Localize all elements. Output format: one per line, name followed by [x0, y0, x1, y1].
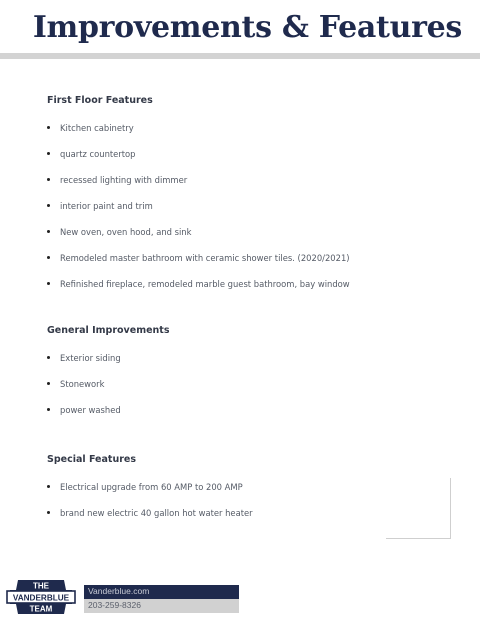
- list-item-text: recessed lighting with dimmer: [60, 175, 188, 185]
- list-item-text: Remodeled master bathroom with ceramic shower tiles. (2020/2021): [60, 253, 350, 263]
- footer-phone-band: [84, 599, 239, 613]
- footer-phone[interactable]: 203-259-8326: [88, 600, 141, 610]
- logo-text-team: TEAM: [29, 604, 53, 614]
- list-item-text: Exterior siding: [60, 353, 121, 363]
- list-item-text: power washed: [60, 405, 121, 415]
- bullet-icon: [47, 382, 50, 385]
- list-item-text: Electrical upgrade from 60 AMP to 200 AMP: [60, 482, 243, 492]
- feature-list: [47, 122, 350, 304]
- bullet-icon: [47, 126, 50, 129]
- bullet-icon: [47, 178, 50, 181]
- list-item: [47, 278, 350, 304]
- list-item-text: New oven, oven hood, and sink: [60, 227, 192, 237]
- corner-mark-horizontal: [386, 538, 451, 539]
- list-item: [47, 252, 350, 278]
- list-item-text: interior paint and trim: [60, 201, 153, 211]
- bullet-icon: [47, 408, 50, 411]
- title-underline-bar: [0, 53, 480, 59]
- section-heading: Special Features: [47, 454, 136, 465]
- list-item-text: Stonework: [60, 379, 105, 389]
- list-item: [47, 122, 350, 148]
- list-item: [47, 481, 253, 507]
- vanderblue-team-logo: [4, 578, 78, 616]
- logo-text-vanderblue: VANDERBLUE: [12, 593, 70, 603]
- section-heading: General Improvements: [47, 325, 170, 336]
- feature-list: [47, 352, 170, 430]
- list-item: [47, 174, 350, 200]
- list-item: [47, 200, 350, 226]
- list-item: [47, 507, 253, 533]
- bullet-icon: [47, 356, 50, 359]
- list-item-text: Refinished fireplace, remodeled marble guest bathroom, bay window: [60, 279, 350, 289]
- feature-list: [47, 481, 253, 533]
- bullet-icon: [47, 230, 50, 233]
- section-first-floor-features: [47, 95, 350, 304]
- bullet-icon: [47, 282, 50, 285]
- bullet-icon: [47, 152, 50, 155]
- footer-website[interactable]: Vanderblue.com: [88, 586, 150, 596]
- list-item: [47, 352, 170, 378]
- list-item: [47, 378, 170, 404]
- bullet-icon: [47, 204, 50, 207]
- list-item-text: brand new electric 40 gallon hot water heater: [60, 508, 253, 518]
- bullet-icon: [47, 485, 50, 488]
- list-item: [47, 148, 350, 174]
- list-item: [47, 404, 170, 430]
- list-item-text: quartz countertop: [60, 149, 136, 159]
- bullet-icon: [47, 511, 50, 514]
- footer-website-band: [84, 585, 239, 599]
- logo-text-the: THE: [33, 581, 49, 591]
- section-heading: First Floor Features: [47, 95, 153, 106]
- section-general-improvements: [47, 325, 170, 430]
- list-item: [47, 226, 350, 252]
- page-title: Improvements & Features: [32, 10, 462, 45]
- bullet-icon: [47, 256, 50, 259]
- list-item-text: Kitchen cabinetry: [60, 123, 134, 133]
- corner-mark-vertical: [450, 478, 451, 538]
- section-special-features: [47, 454, 253, 533]
